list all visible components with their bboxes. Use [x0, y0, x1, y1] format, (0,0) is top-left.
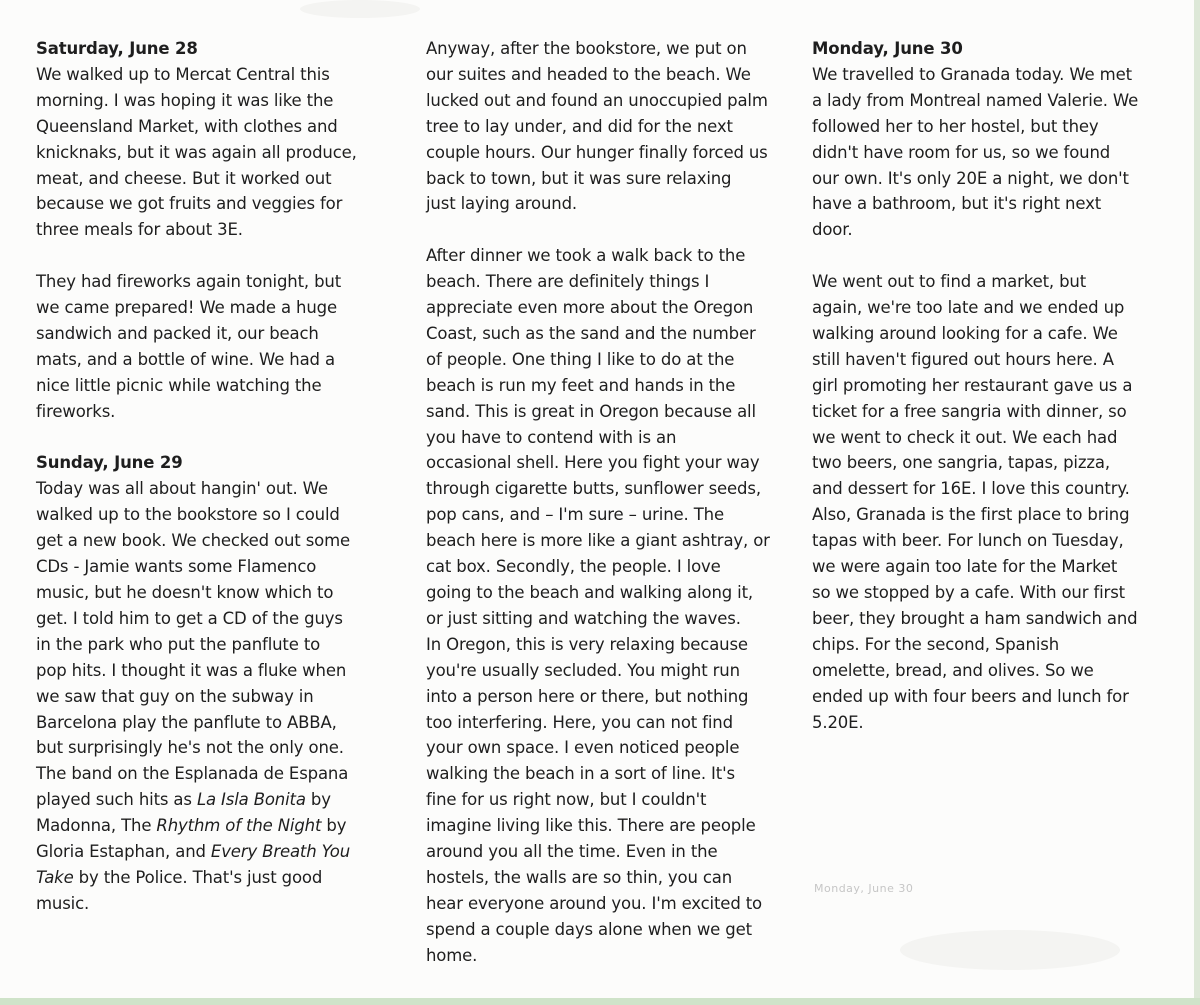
text-line: tapas with beer. For lunch on Tuesday,	[812, 531, 1124, 551]
text-line: our own. It's only 20E a night, we don't	[812, 168, 1129, 188]
italic-title: Take	[36, 867, 74, 887]
text-segment: by	[321, 816, 347, 836]
entry-date-heading: Monday, June 30	[812, 39, 963, 58]
text-line: mats, and a bottle of wine. We had a	[36, 349, 335, 369]
text-segment: by the Police. That's just good	[73, 867, 323, 887]
text-line: spend a couple days alone when we get	[426, 919, 752, 939]
text-line: Coast, such as the sand and the number	[426, 323, 756, 343]
text-line: imagine living like this. There are people	[426, 816, 756, 836]
text-line: hear everyone around you. I'm excited to	[426, 893, 762, 913]
column-middle	[426, 36, 804, 969]
text-line: tree to lay under, and did for the next	[426, 116, 733, 136]
text-line: sand. This is great in Oregon because all	[426, 401, 756, 421]
text-line: Queensland Market, with clothes and	[36, 116, 338, 136]
text-line: They had fireworks again tonight, but	[36, 272, 342, 292]
text-segment: Gloria Estaphan, and	[36, 842, 211, 862]
text-line: but surprisingly he's not the only one.	[36, 738, 344, 758]
text-line: a lady from Montreal named Valerie. We	[812, 90, 1139, 110]
text-line: of people. One thing I like to do at the	[426, 349, 735, 369]
text-line: you're usually secluded. You might run	[426, 660, 740, 680]
page-edge-bottom	[0, 998, 1200, 1005]
text-line: The band on the Esplanada de Espana	[36, 764, 349, 784]
text-line: music.	[36, 893, 90, 913]
journal-paragraph	[426, 243, 804, 968]
italic-title: La Isla Bonita	[196, 790, 306, 810]
journal-paragraph	[36, 62, 411, 243]
text-line: again, we're too late and we ended up	[812, 298, 1125, 318]
text-line: hostels, the walls are so thin, you can	[426, 867, 733, 887]
text-line: Barcelona play the panflute to ABBA,	[36, 712, 337, 732]
entry-date-heading: Sunday, June 29	[36, 453, 183, 473]
text-line: have a bathroom, but it's right next	[812, 194, 1102, 214]
text-line: meat, and cheese. But it worked out	[36, 168, 332, 188]
text-line: appreciate even more about the Oregon	[426, 298, 754, 318]
text-line	[36, 839, 411, 865]
italic-title: Rhythm of the Night	[156, 816, 322, 836]
paragraph-gap	[36, 425, 411, 451]
journal-paragraph	[812, 269, 1174, 735]
text-line: beach. There are definitely things I	[426, 272, 710, 292]
text-line: because we got fruits and veggies for	[36, 194, 343, 214]
text-segment: Madonna, The	[36, 816, 157, 836]
text-line: or just sitting and watching the waves.	[426, 608, 741, 628]
text-line	[36, 865, 411, 891]
paper-smudge	[900, 930, 1120, 970]
text-line: just laying around.	[426, 194, 577, 214]
text-line: beer, they brought a ham sandwich and	[812, 608, 1138, 628]
paragraph-gap	[36, 243, 411, 269]
text-line: fireworks.	[36, 401, 116, 421]
text-line: fine for us right now, but I couldn't	[426, 790, 707, 810]
text-line: so we stopped by a cafe. With our first	[812, 583, 1125, 603]
text-segment: played such hits as	[36, 790, 197, 810]
text-line: two beers, one sangria, tapas, pizza,	[812, 453, 1110, 473]
text-line: walked up to the bookstore so I could	[36, 505, 340, 525]
text-line: and dessert for 16E. I love this country.	[812, 479, 1130, 499]
text-line: get. I told him to get a CD of the guys	[36, 608, 343, 628]
text-line: going to the beach and walking along it,	[426, 583, 754, 603]
text-line: cat box. Secondly, the people. I love	[426, 557, 721, 577]
text-line: nice little picnic while watching the	[36, 375, 322, 395]
text-line: around you all the time. Even in the	[426, 842, 718, 862]
text-line: chips. For the second, Spanish	[812, 634, 1060, 654]
paper-smudge	[300, 0, 420, 18]
text-line: Also, Granada is the first place to bring	[812, 505, 1130, 525]
text-line: didn't have room for us, so we found	[812, 142, 1111, 162]
text-line: we were again too late for the Market	[812, 557, 1118, 577]
text-line: pop hits. I thought it was a fluke when	[36, 660, 347, 680]
column-right	[812, 36, 1174, 735]
text-line: home.	[426, 945, 478, 965]
text-line: ticket for a free sangria with dinner, so	[812, 401, 1127, 421]
text-line: We went out to find a market, but	[812, 272, 1087, 292]
journal-paragraph	[426, 36, 804, 217]
text-line: CDs - Jamie wants some Flamenco	[36, 557, 317, 577]
text-line: beach is run my feet and hands in the	[426, 375, 736, 395]
text-line: you have to contend with is an	[426, 427, 677, 447]
text-line: music, but he doesn't know which to	[36, 583, 334, 602]
entry-date-heading: Saturday, June 28	[36, 39, 198, 58]
text-line: In Oregon, this is very relaxing because	[426, 634, 748, 654]
text-line: through cigarette butts, sunflower seeds,	[426, 479, 761, 499]
column-left	[36, 36, 411, 917]
text-line: pop cans, and – I'm sure – urine. The	[426, 505, 724, 525]
text-line: lucked out and found an unoccupied palm	[426, 90, 768, 110]
text-line: walking the beach in a sort of line. It's	[426, 764, 735, 784]
text-line: we went to check it out. We each had	[812, 427, 1118, 447]
text-line: ended up with four beers and lunch for	[812, 686, 1129, 706]
text-line	[36, 813, 411, 839]
text-line	[36, 787, 411, 813]
text-line: knicknaks, but it was again all produce,	[36, 142, 357, 162]
text-line: girl promoting her restaurant gave us a	[812, 375, 1133, 395]
text-line: 5.20E.	[812, 712, 864, 732]
journal-paragraph	[812, 62, 1174, 243]
text-line: sandwich and packed it, our beach	[36, 323, 319, 343]
text-line: We walked up to Mercat Central this	[36, 64, 330, 84]
text-line: too interfering. Here, you can not find	[426, 712, 733, 732]
paragraph-gap	[812, 243, 1174, 269]
text-line: three meals for about 3E.	[36, 220, 243, 240]
text-line: morning. I was hoping it was like the	[36, 90, 334, 110]
text-line: get a new book. We checked out some	[36, 531, 351, 551]
text-segment: by	[305, 790, 331, 810]
page-edge-right	[1194, 0, 1200, 1005]
text-line: we came prepared! We made a huge	[36, 298, 337, 318]
text-line: After dinner we took a walk back to the	[426, 246, 746, 266]
text-line: occasional shell. Here you fight your way	[426, 453, 760, 473]
italic-title: Every Breath You	[210, 842, 351, 862]
text-line: in the park who put the panflute to	[36, 634, 321, 654]
text-line: door.	[812, 220, 853, 240]
text-line: your own space. I even noticed people	[426, 738, 740, 758]
text-line: Today was all about hangin' out. We	[36, 479, 328, 499]
text-line: still haven't figured out hours here. A	[812, 349, 1114, 369]
show-through-text: Monday, June 30	[814, 882, 914, 895]
text-line: followed her to her hostel, but they	[812, 116, 1099, 136]
text-line: beach here is more like a giant ashtray, or	[426, 531, 770, 551]
journal-paragraph	[36, 269, 411, 424]
text-line: we saw that guy on the subway in	[36, 686, 314, 706]
text-line: back to town, but it was sure relaxing	[426, 168, 732, 188]
text-line: into a person here or there, but nothing	[426, 686, 749, 706]
text-line: We travelled to Granada today. We met	[812, 64, 1132, 84]
text-line: walking around looking for a cafe. We	[812, 323, 1118, 343]
text-line: omelette, bread, and olives. So we	[812, 660, 1094, 680]
text-line: our suites and headed to the beach. We	[426, 64, 751, 84]
text-line: couple hours. Our hunger finally forced us	[426, 142, 768, 162]
journal-paragraph	[36, 476, 411, 916]
text-line: Anyway, after the bookstore, we put on	[426, 39, 747, 58]
paragraph-gap	[426, 217, 804, 243]
